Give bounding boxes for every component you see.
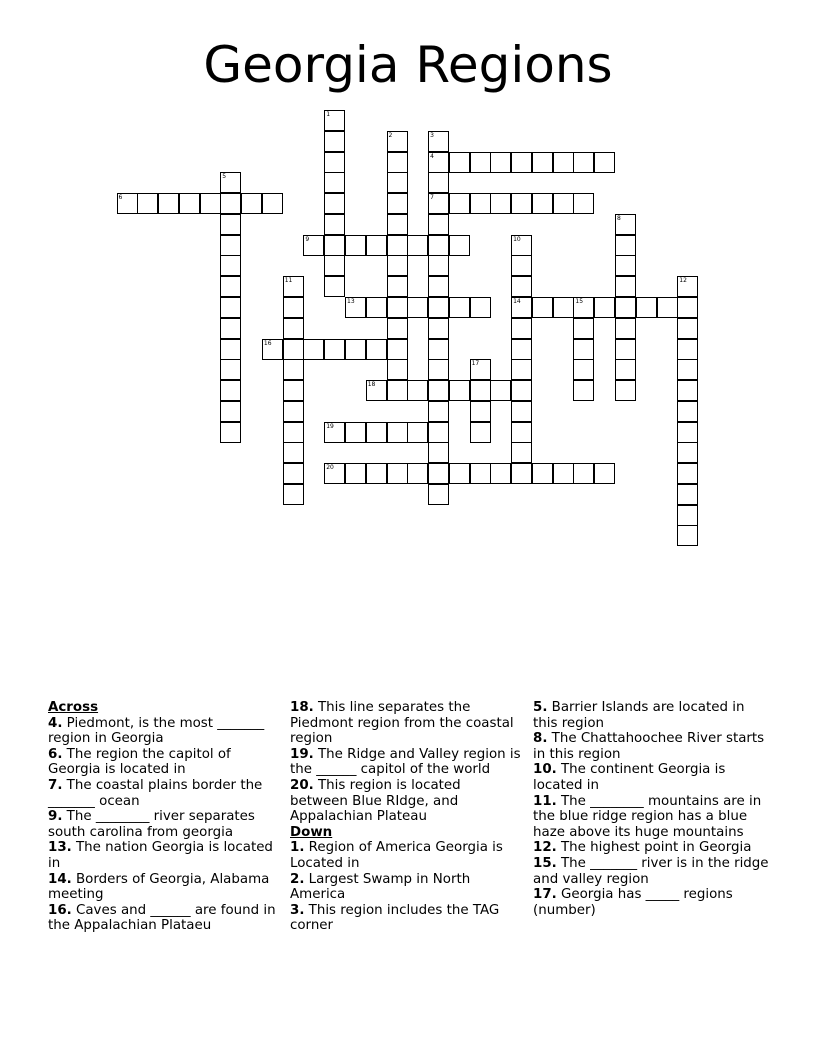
crossword-cell[interactable] — [220, 401, 241, 422]
crossword-cell[interactable] — [594, 463, 615, 484]
clue-number: 14 — [513, 297, 521, 305]
clue-across-14: 14. Borders of Georgia, Alabama meeting — [48, 871, 270, 903]
crossword-cell[interactable] — [532, 152, 553, 173]
crossword-cell[interactable] — [677, 442, 698, 463]
crossword-cell[interactable] — [241, 193, 262, 214]
clue-number: 5 — [222, 173, 227, 181]
crossword-cell[interactable] — [677, 505, 698, 526]
crossword-cell[interactable] — [511, 442, 532, 463]
clue-number: 2 — [388, 131, 393, 139]
crossword-cell[interactable] — [677, 422, 698, 443]
crossword-cell[interactable] — [573, 297, 594, 318]
crossword-cell[interactable] — [345, 235, 366, 256]
crossword-cell[interactable] — [657, 297, 678, 318]
crossword-cell[interactable] — [407, 297, 428, 318]
crossword-cell[interactable] — [511, 401, 532, 422]
crossword-cell[interactable] — [573, 463, 594, 484]
crossword-cell[interactable] — [428, 463, 449, 484]
crossword-cell[interactable] — [573, 193, 594, 214]
crossword-cell[interactable] — [220, 380, 241, 401]
crossword-cell[interactable] — [387, 131, 408, 152]
crossword-cell[interactable] — [677, 276, 698, 297]
crossword-cell[interactable] — [366, 297, 387, 318]
crossword-cell[interactable] — [428, 214, 449, 235]
crossword-cell[interactable] — [220, 172, 241, 193]
crossword-cell[interactable] — [387, 152, 408, 173]
crossword-cell[interactable] — [324, 255, 345, 276]
crossword-cell[interactable] — [553, 152, 574, 173]
crossword-cell[interactable] — [677, 484, 698, 505]
crossword-cell[interactable] — [470, 422, 491, 443]
crossword-cell[interactable] — [470, 193, 491, 214]
crossword-cell[interactable] — [324, 214, 345, 235]
crossword-cell[interactable] — [387, 276, 408, 297]
crossword-cell[interactable] — [387, 172, 408, 193]
crossword-cell[interactable] — [615, 359, 636, 380]
crossword-cell[interactable] — [324, 172, 345, 193]
crossword-cell[interactable] — [345, 339, 366, 360]
clue-down-12: 12. The highest point in Georgia — [533, 840, 752, 856]
clue-down-11: 11. The ________ mountains are in the blue ridge region has a blue haze above its huge mountains — [533, 793, 762, 840]
crossword-cell[interactable] — [615, 318, 636, 339]
crossword-cell[interactable] — [324, 235, 345, 256]
crossword-cell[interactable] — [511, 297, 532, 318]
clue-number: 6 — [118, 194, 123, 202]
crossword-cell[interactable] — [283, 422, 304, 443]
crossword-cell[interactable] — [283, 297, 304, 318]
crossword-cell[interactable] — [677, 380, 698, 401]
crossword-cell[interactable] — [428, 235, 449, 256]
crossword-cell[interactable] — [345, 463, 366, 484]
crossword-cell[interactable] — [220, 297, 241, 318]
clues-column-3 — [533, 700, 773, 918]
crossword-cell[interactable] — [511, 235, 532, 256]
crossword-cell[interactable] — [449, 463, 470, 484]
crossword-cell[interactable] — [470, 463, 491, 484]
clue-down-10: 10. The continent Georgia is located in — [533, 762, 726, 793]
crossword-cell[interactable] — [324, 339, 345, 360]
crossword-cell[interactable] — [220, 422, 241, 443]
crossword-cell[interactable] — [636, 297, 657, 318]
clue-down-15: 15. The _______ river is in the ridge and valley region — [533, 855, 769, 887]
crossword-cell[interactable] — [553, 297, 574, 318]
crossword-cell[interactable] — [324, 422, 345, 443]
crossword-cell[interactable] — [324, 276, 345, 297]
crossword-cell[interactable] — [283, 401, 304, 422]
puzzle-title: Georgia Regions — [203, 36, 613, 94]
crossword-cell[interactable] — [407, 235, 428, 256]
crossword-cell[interactable] — [387, 463, 408, 484]
clue-number: 10 — [513, 235, 521, 243]
clue-across-6: 6. The region the capitol of Georgia is located in — [48, 746, 231, 778]
crossword-cell[interactable] — [428, 276, 449, 297]
crossword-cell[interactable] — [677, 463, 698, 484]
crossword-cell[interactable] — [677, 318, 698, 339]
crossword-cell[interactable] — [511, 339, 532, 360]
clue-across-18: 18. This line separates the Piedmont region from the coastal region — [290, 700, 514, 747]
crossword-cell[interactable] — [511, 318, 532, 339]
clue-number: 4 — [430, 152, 434, 160]
clue-number: 18 — [367, 381, 376, 388]
crossword-cell[interactable] — [511, 359, 532, 380]
crossword-cell[interactable] — [615, 214, 636, 235]
crossword-cell[interactable] — [428, 172, 449, 193]
clue-number: 7 — [430, 194, 434, 202]
crossword-cell[interactable] — [470, 401, 491, 422]
crossword-cell[interactable] — [387, 193, 408, 214]
crossword-cell[interactable] — [428, 422, 449, 443]
crossword-cell[interactable] — [407, 463, 428, 484]
clue-number: 8 — [617, 214, 621, 222]
crossword-cell[interactable] — [179, 193, 200, 214]
crossword-cell[interactable] — [324, 131, 345, 152]
crossword-cell[interactable] — [428, 401, 449, 422]
crossword-cell[interactable] — [324, 152, 345, 173]
clue-number: 16 — [263, 339, 272, 347]
crossword-cell[interactable] — [677, 359, 698, 380]
crossword-cell[interactable] — [262, 193, 283, 214]
crossword-cell[interactable] — [283, 276, 304, 297]
crossword-cell[interactable] — [511, 276, 532, 297]
crossword-cell[interactable] — [615, 297, 636, 318]
clue-down-5: 5. Barrier Islands are located in this region — [533, 700, 745, 731]
crossword-cell[interactable] — [324, 110, 345, 131]
crossword-cell[interactable] — [428, 442, 449, 463]
crossword-cell[interactable] — [594, 297, 615, 318]
clue-number: 20 — [326, 464, 334, 472]
crossword-cell[interactable] — [387, 339, 408, 360]
crossword-cell[interactable] — [324, 193, 345, 214]
clue-number: 19 — [326, 422, 334, 430]
clue-down-2: 2. Largest Swamp in North America — [290, 871, 471, 903]
crossword-cell[interactable] — [283, 380, 304, 401]
crossword-cell[interactable] — [490, 463, 511, 484]
crossword-cell[interactable] — [283, 484, 304, 505]
crossword-cell[interactable] — [283, 318, 304, 339]
crossword-cell[interactable] — [428, 339, 449, 360]
crossword-cell[interactable] — [615, 235, 636, 256]
crossword-cell[interactable] — [677, 297, 698, 318]
crossword-cell[interactable] — [490, 193, 511, 214]
crossword-cell[interactable] — [470, 380, 491, 401]
clue-number: 9 — [305, 235, 310, 243]
crossword-cell[interactable] — [594, 152, 615, 173]
crossword-cell[interactable] — [470, 152, 491, 173]
crossword-cell[interactable] — [324, 463, 345, 484]
crossword-cell[interactable] — [366, 422, 387, 443]
crossword-cell[interactable] — [428, 484, 449, 505]
crossword-cell[interactable] — [407, 422, 428, 443]
crossword-cell[interactable] — [220, 214, 241, 235]
crossword-cell[interactable] — [677, 401, 698, 422]
crossword-cell[interactable] — [387, 235, 408, 256]
clue-across-16: 16. Caves and ______ are found in the Appalachian Plataeu — [48, 902, 276, 934]
crossword-cell[interactable] — [615, 380, 636, 401]
clue-across-19: 19. The Ridge and Valley region is the ______ capitol of the world — [290, 746, 521, 778]
crossword-cell[interactable] — [220, 193, 241, 214]
crossword-cell[interactable] — [387, 380, 408, 401]
crossword-cell[interactable] — [345, 297, 366, 318]
clue-number: 11 — [284, 277, 293, 285]
crossword-cell[interactable] — [511, 422, 532, 443]
clue-across-4: 4. Piedmont, is the most _______ region in Georgia — [48, 715, 265, 747]
crossword-cell[interactable] — [387, 255, 408, 276]
crossword-cell[interactable] — [220, 359, 241, 380]
clue-down-1: 1. Region of America Georgia is Located in — [290, 840, 503, 871]
crossword-cell[interactable] — [117, 193, 138, 214]
down-heading: Down — [290, 824, 333, 840]
clue-number: 15 — [575, 297, 584, 305]
crossword-cell[interactable] — [573, 318, 594, 339]
crossword-cell[interactable] — [387, 214, 408, 235]
crossword-cell[interactable] — [407, 380, 428, 401]
crossword-cell[interactable] — [573, 152, 594, 173]
crossword-cell[interactable] — [220, 276, 241, 297]
crossword-cell[interactable] — [511, 193, 532, 214]
crossword-cell[interactable] — [428, 131, 449, 152]
crossword-cell[interactable] — [220, 318, 241, 339]
crossword-cell[interactable] — [511, 255, 532, 276]
clue-across-13: 13. The nation Georgia is located in — [48, 840, 273, 871]
crossword-cell[interactable] — [470, 359, 491, 380]
crossword-cell[interactable] — [220, 255, 241, 276]
crossword-cell[interactable] — [262, 339, 283, 360]
crossword-cell[interactable] — [573, 359, 594, 380]
crossword-cell[interactable] — [428, 193, 449, 214]
crossword-cell[interactable] — [490, 380, 511, 401]
crossword-cell[interactable] — [283, 442, 304, 463]
crossword-cell[interactable] — [490, 152, 511, 173]
crossword-cell[interactable] — [303, 235, 324, 256]
crossword-cell[interactable] — [532, 193, 553, 214]
crossword-cell[interactable] — [573, 339, 594, 360]
crossword-cell[interactable] — [532, 463, 553, 484]
crossword-cell[interactable] — [137, 193, 158, 214]
crossword-cell[interactable] — [428, 152, 449, 173]
crossword-cell[interactable] — [449, 297, 470, 318]
crossword-cell[interactable] — [677, 339, 698, 360]
clue-number: 13 — [347, 297, 355, 305]
clue-number: 12 — [679, 277, 687, 285]
crossword-cell[interactable] — [553, 463, 574, 484]
crossword-cell[interactable] — [573, 380, 594, 401]
crossword-cell[interactable] — [428, 318, 449, 339]
crossword-cell[interactable] — [449, 152, 470, 173]
clue-down-3: 3. This region includes the TAG corner — [290, 902, 500, 934]
crossword-cell[interactable] — [615, 276, 636, 297]
crossword-cell[interactable] — [366, 339, 387, 360]
clue-across-9: 9. The ________ river separates south carolina from georgia — [48, 809, 255, 840]
crossword-cell[interactable] — [428, 255, 449, 276]
crossword-cell[interactable] — [220, 339, 241, 360]
crossword-cell[interactable] — [449, 235, 470, 256]
crossword-cell[interactable] — [449, 193, 470, 214]
crossword-cell[interactable] — [366, 235, 387, 256]
clues-column-2 — [290, 700, 522, 934]
crossword-cell[interactable] — [303, 339, 324, 360]
crossword-cell[interactable] — [200, 193, 221, 214]
crossword-cell[interactable] — [532, 297, 553, 318]
crossword-cell[interactable] — [449, 380, 470, 401]
across-heading: Across — [48, 700, 99, 715]
clues-column-1 — [48, 700, 276, 934]
crossword-cell[interactable] — [366, 463, 387, 484]
crossword-cell[interactable] — [511, 463, 532, 484]
crossword-cell[interactable] — [387, 297, 408, 318]
clue-across-7: 7. The coastal plains border the _______ ocean — [48, 777, 263, 809]
clue-across-20: 20. This region is located between Blue RIdge, and Appalachian Plateau — [290, 777, 461, 825]
crossword-cell[interactable] — [220, 235, 241, 256]
crossword-cell[interactable] — [428, 297, 449, 318]
crossword-cell[interactable] — [283, 339, 304, 360]
crossword-cell[interactable] — [158, 193, 179, 214]
crossword-cell[interactable] — [615, 339, 636, 360]
clue-number: 3 — [430, 131, 434, 139]
clue-down-8: 8. The Chattahoochee River starts in this region — [533, 731, 765, 762]
crossword-cell[interactable] — [428, 380, 449, 401]
crossword-cell[interactable] — [615, 255, 636, 276]
clue-number: 1 — [326, 111, 331, 118]
crossword-cell[interactable] — [553, 193, 574, 214]
crossword-cell[interactable] — [387, 318, 408, 339]
crossword-cell[interactable] — [366, 380, 387, 401]
crossword-cell[interactable] — [387, 359, 408, 380]
crossword-cell[interactable] — [283, 463, 304, 484]
crossword-cell[interactable] — [511, 152, 532, 173]
crossword-cell[interactable] — [470, 297, 491, 318]
crossword-cell[interactable] — [428, 359, 449, 380]
crossword-cell[interactable] — [677, 525, 698, 546]
crossword-cell[interactable] — [283, 359, 304, 380]
crossword-cell[interactable] — [345, 422, 366, 443]
clue-down-17: 17. Georgia has _____ regions (number) — [533, 887, 733, 918]
crossword-cell[interactable] — [387, 422, 408, 443]
crossword-cell[interactable] — [511, 380, 532, 401]
clue-number: 17 — [471, 360, 480, 368]
